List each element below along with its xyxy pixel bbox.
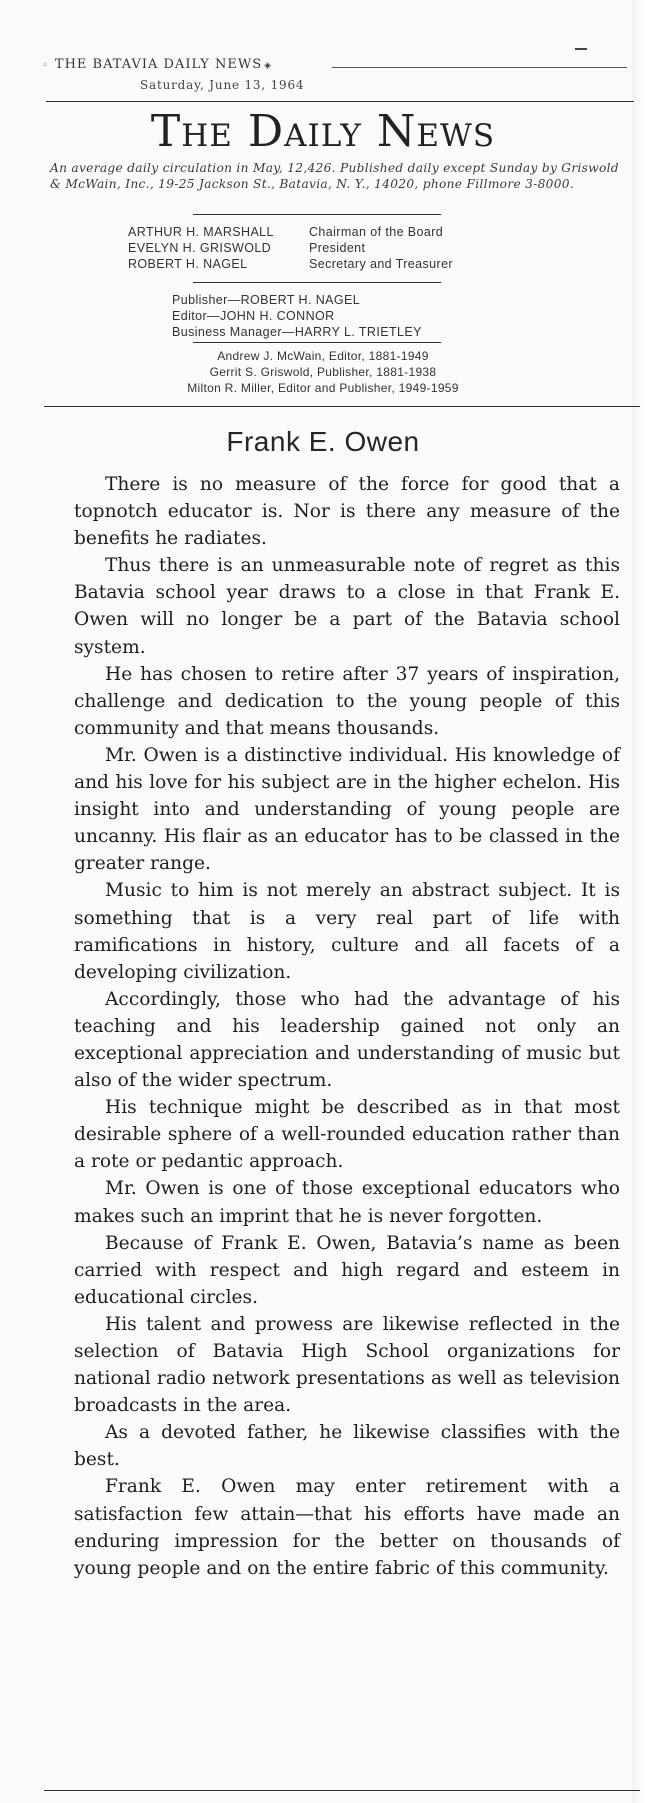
running-head-title: THE BATAVIA DAILY NEWS [54,57,263,72]
article-paragraph: There is no measure of the force for good that a topnotch educator is. Nor is there any measure of the benefits he radiates. [74,474,620,550]
divider-rule [193,342,441,343]
officer-name: EVELYN H. GRISWOLD [128,241,272,255]
running-head-rule [332,67,627,68]
article-body [74,471,620,1582]
divider-rule [193,214,441,215]
article-paragraph: His talent and prowess are likewise reflected in the selection of Batavia High School organizations for national radio network presentations as well as television broadcasts in the area. [74,1313,620,1417]
article-paragraph: Music to him is not merely an abstract subject. It is something that is a very real part of life with ramifications in history, culture and all facets of a developing civilization. [74,880,620,983]
officer-title: Secretary and Treasurer [309,257,453,271]
article-paragraph: His technique might be described as in that most desirable sphere of a well-rounded education rather than a rote or pedantic approach. [74,1097,620,1173]
running-head [42,57,272,72]
officer-row [128,240,453,256]
divider-rule [193,282,441,283]
publication-info: An average daily circulation in May, 12,426. Published daily except Sunday by Griswold & McWain, Inc., 19-25 Jackson St., Batavia, N. Y., 14020, phone Fillmore 3-8000. [50,161,619,191]
diamond-ornament-icon: ◈ [264,61,273,71]
founder-line: Gerrit S. Griswold, Publisher, 1881-1938 [209,365,437,379]
staff-line: Business Manager—HARRY L. TRIETLEY [172,325,422,339]
staff-list [172,292,422,340]
masthead-top-rule [46,101,634,102]
staff-line: Publisher—ROBERT H. NAGEL [172,293,361,307]
article-title: Frank E. Owen [226,426,420,457]
running-head-date: Saturday, June 13, 1964 [140,78,305,92]
article-paragraph: Because of Frank E. Owen, Batavia’s name as been carried with respect and high regard and esteem in educational circles. [74,1232,620,1308]
article-paragraph: Accordingly, those who had the advantage of his teaching and his leadership gained not only an exceptional appreciation and understanding of music but also of the wider spectrum. [74,988,620,1092]
officers-table [128,224,453,272]
article-paragraph: As a devoted father, he likewise classifies with the best. [74,1422,620,1471]
article-paragraph: He has chosen to retire after 37 years of inspiration, challenge and dedication to the young people of this community and that means thousands. [74,663,620,739]
founder-line: Milton R. Miller, Editor and Publisher, 1949-1959 [187,381,459,395]
founders-list [0,348,646,396]
article-bottom-rule [44,1790,640,1791]
article-paragraph: Thus there is an unmeasurable note of regret as this Batavia school year draws to a close in that Frank E. Owen will no longer be a part of the Batavia school system. [74,555,620,658]
founder-line: Andrew J. McWain, Editor, 1881-1949 [217,349,429,363]
officer-row [128,256,453,272]
officer-title: President [309,241,366,255]
masthead-bottom-rule [44,406,640,407]
masthead-title: The Daily News [150,106,496,157]
article-paragraph: Mr. Owen is one of those exceptional educators who makes such an imprint that he is never forgotten. [74,1178,620,1227]
article-paragraph: Frank E. Owen may enter retirement with a satisfaction few attain—that his efforts have made an enduring impression for the better on thousands of young people and on the entire fabric of this community. [74,1476,620,1579]
officer-name: ARTHUR H. MARSHALL [128,225,274,239]
officer-title: Chairman of the Board [309,225,444,239]
print-mark [575,48,587,50]
page-edge-shading [632,0,646,1803]
page-marker-icon: ◦ [42,60,49,71]
staff-line: Editor—JOHN H. CONNOR [172,309,335,323]
article-paragraph: Mr. Owen is a distinctive individual. His knowledge of and his love for his subject are in the higher echelon. His insight into and understanding of young people are uncanny. His flair as an educator has to be classed in the greater range. [74,744,620,875]
officer-row [128,224,453,240]
officer-name: ROBERT H. NAGEL [128,257,248,271]
